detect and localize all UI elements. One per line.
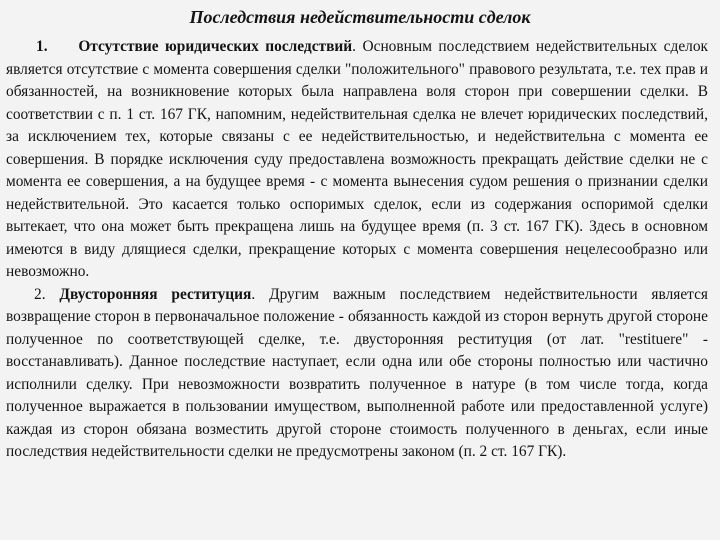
paragraph-1-text: . Основным последствием недействительных сделок является отсутствие с момента совершения сделки "положительного" правового результата, т.е. тех прав и обязанностей, на возникновение которых была направлена воля сторон при совершении сделки. В соответствии с п. 1 ст. 167 ГК, напомним, недействительная сделка не влечет юридических последствий, за исключением тех, которые связаны с ее недействительностью, и недействительна с момента ее совершения. В порядке исключения суду предоставлена возможность прекращать действие сделки не с момента ее совершения, а на будущее время - с момента вынесения судом решения о признании сделки недействительной. Это касается только оспоримых сделок, если из содержания оспоримой сделки вытекает, что она может быть прекращена лишь на будущее время (п. 3 ст. 167 ГК). Здесь в основном имеются в виду длящиеся сделки, прекращение которых с момента совершения нецелесообразно или невозможно. [6,38,709,280]
paragraph-2 [6,284,708,464]
document-title: Последствия недействительности сделок [189,7,531,27]
document-body [6,36,708,464]
paragraph-2-text: . Другим важным последствием недействительности является возвращение сторон в первоначальное положение - обязанность каждой из сторон вернуть другой стороне полученное по соответствующей сделке, т.е. двусторонняя реституция (от лат. "restituere" - восстанавливать). Данное последствие наступает, если одна или обе стороны полностью или частично исполнили сделку. При невозможности возвратить полученное в натуре (в том числе тогда, когда полученное выражается в пользовании имуществом, выполненной работе или предоставленной услуге) каждая из сторон обязана возместить другой стороне стоимость полученного в деньгах, если иные последствия недействительности сделки не предусмотрены законом (п. 2 ст. 167 ГК). [6,285,708,460]
paragraph-2-heading: Двусторонняя реституция [59,285,252,303]
paragraph-1-number: 1. [36,38,48,55]
paragraph-2-number: 2. [34,285,46,303]
paragraph-1-heading: Отсутствие юридических последствий [78,38,353,55]
paragraph-1 [6,36,708,284]
